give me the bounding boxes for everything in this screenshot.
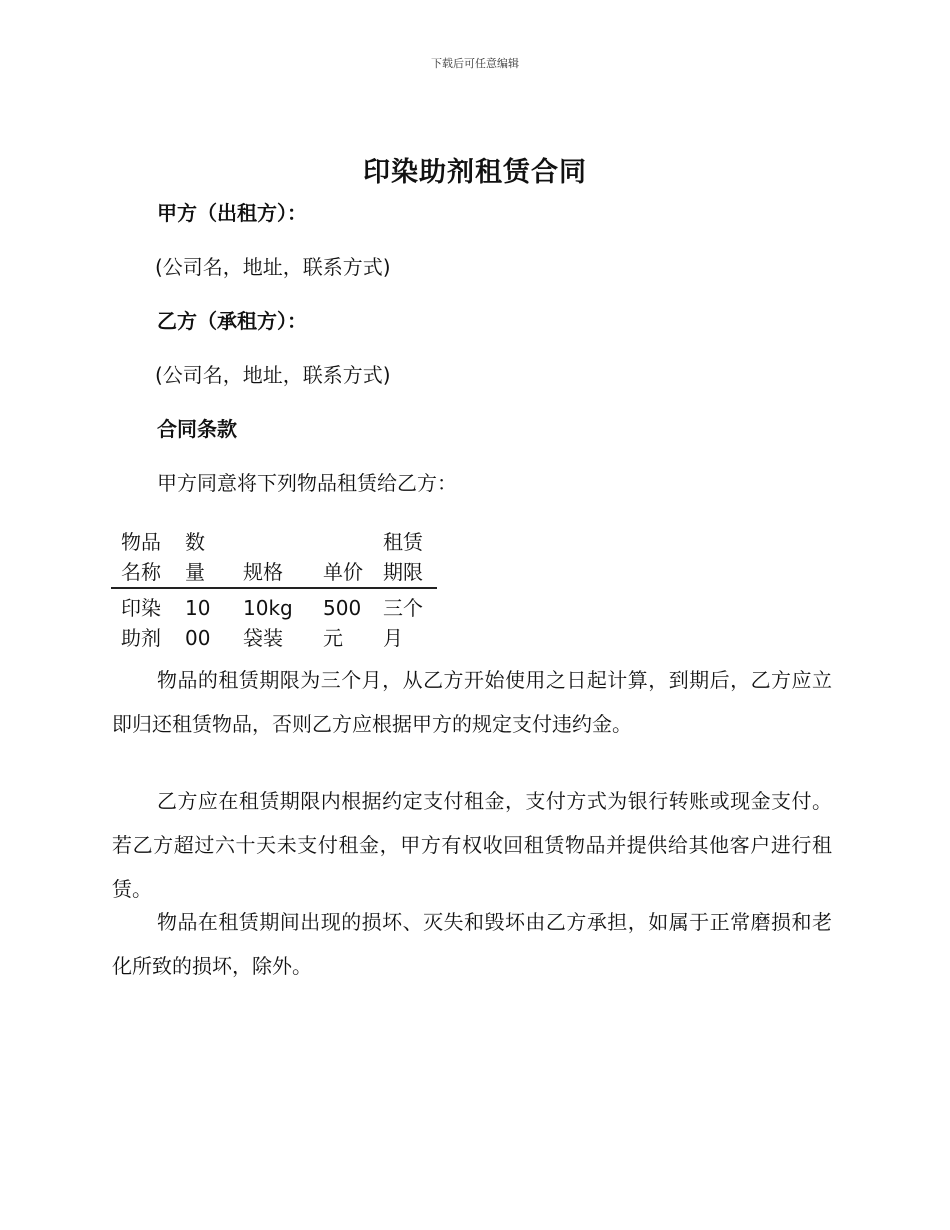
clause-paragraph-3: 物品在租赁期间出现的损坏、灭失和毁坏由乙方承担，如属于正常磨损和老化所致的损坏，除外。: [112, 910, 832, 978]
document-title: 印染助剂租赁合同: [363, 157, 587, 188]
party-a-label: 甲方（出租方）：: [157, 201, 307, 225]
clause-paragraph-1: 物品的租赁期限为三个月，从乙方开始使用之日起计算，到期后，乙方应立即归还租赁物品，否则乙方应根据甲方的规定支付违约金。: [112, 668, 832, 736]
column-header-item-name: 物品名称: [111, 525, 175, 588]
header-note: 下载后可任意编辑: [431, 57, 519, 70]
column-header-quantity: 数量: [175, 525, 233, 588]
cell-unit-price: 500元: [323, 596, 362, 650]
intro-text: 甲方同意将下列物品租赁给乙方：: [157, 471, 457, 495]
column-header-unit-price: 单价: [313, 525, 373, 588]
column-header-lease-term: 租赁期限: [373, 525, 437, 588]
clause-paragraph-2: 乙方应在租赁期限内根据约定支付租金，支付方式为银行转账或现金支付。若乙方超过六十天未支付租金，甲方有权收回租赁物品并提供给其他客户进行租赁。: [112, 789, 832, 901]
cell-lease-term: 三个月: [383, 596, 423, 650]
cell-quantity: 1000: [185, 596, 211, 650]
party-b-label: 乙方（承租方）：: [157, 309, 307, 333]
lease-items-table: [111, 525, 437, 655]
column-header-spec: 规格: [233, 525, 313, 588]
table-row: [111, 588, 437, 655]
party-a-info: (公司名，地址，联系方式): [155, 255, 391, 279]
cell-item-name: 印染助剂: [121, 596, 161, 650]
terms-heading: 合同条款: [157, 417, 237, 441]
cell-spec: 10kg袋装: [243, 596, 293, 650]
table-header-row: [111, 525, 437, 588]
party-b-info: (公司名，地址，联系方式): [155, 363, 391, 387]
